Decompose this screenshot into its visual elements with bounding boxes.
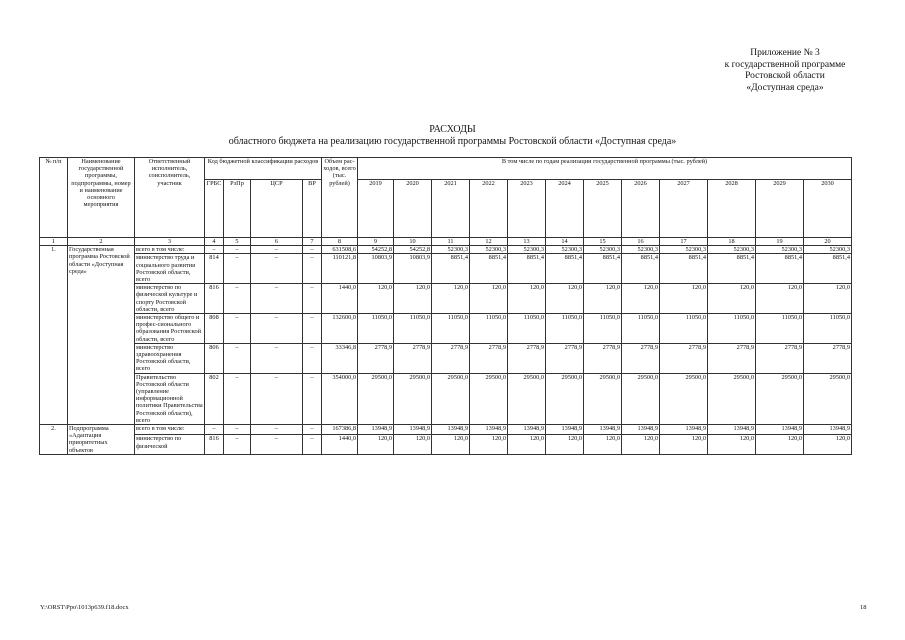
column-number: 1 xyxy=(40,238,68,246)
year-amount: 120,0 xyxy=(584,284,622,314)
year-amount: 13948,9 xyxy=(660,425,708,435)
column-number: 11 xyxy=(432,238,470,246)
year-amount: 52300,3 xyxy=(660,246,708,254)
executor: министерство по физической культуре и спорту Ростовской области, всего xyxy=(135,284,205,314)
year-amount: 13948,9 xyxy=(584,425,622,435)
header-year: 2020 xyxy=(394,180,432,238)
header-year: 2024 xyxy=(546,180,584,238)
table-row xyxy=(40,425,852,435)
column-number: 4 xyxy=(205,238,224,246)
year-amount: 11050,0 xyxy=(358,314,394,344)
year-amount: 2778,9 xyxy=(708,343,756,373)
column-number: 15 xyxy=(584,238,622,246)
year-amount: 29500,0 xyxy=(622,373,660,424)
year-amount: 120,0 xyxy=(546,435,584,454)
year-amount: 8851,4 xyxy=(432,254,470,284)
year-amount: 2778,9 xyxy=(432,343,470,373)
year-amount: 120,0 xyxy=(708,435,756,454)
total-amount: 132600,0 xyxy=(322,314,358,344)
year-amount: 2778,9 xyxy=(546,343,584,373)
total-amount: 167386,8 xyxy=(322,425,358,435)
year-amount: 120,0 xyxy=(584,435,622,454)
code-grbs: 808 xyxy=(205,314,224,344)
code-vr: – xyxy=(303,254,322,284)
program-name: Подпрограмма «Адаптация приоритетных объектов xyxy=(68,425,135,455)
code-rzpr: – xyxy=(224,343,251,373)
column-number: 10 xyxy=(394,238,432,246)
year-amount: 120,0 xyxy=(394,284,432,314)
header-exec: Ответственный исполнитель, соисполнитель, участник xyxy=(135,158,205,238)
year-amount: 10803,9 xyxy=(394,254,432,284)
year-amount: 8851,4 xyxy=(804,254,852,284)
footer-file-path: Y:\ORST\Ppo\1013p639.f18.docx xyxy=(40,604,129,611)
table-row xyxy=(40,435,852,454)
column-number: 17 xyxy=(660,238,708,246)
year-amount: 11050,0 xyxy=(508,314,546,344)
year-amount: 8851,4 xyxy=(708,254,756,284)
column-number: 13 xyxy=(508,238,546,246)
row-number: 1. xyxy=(40,246,68,425)
year-amount: 29500,0 xyxy=(432,373,470,424)
total-amount: 110121,8 xyxy=(322,254,358,284)
year-amount: 8851,4 xyxy=(584,254,622,284)
appendix-line: Приложение № 3 xyxy=(750,48,820,58)
column-number: 7 xyxy=(303,238,322,246)
year-amount: 120,0 xyxy=(432,284,470,314)
year-amount: 120,0 xyxy=(660,284,708,314)
year-amount: 120,0 xyxy=(660,435,708,454)
column-number: 2 xyxy=(68,238,135,246)
column-number: 5 xyxy=(224,238,251,246)
header-csr: ЦСР xyxy=(251,180,303,238)
year-amount: 13948,9 xyxy=(546,425,584,435)
year-amount: 52300,3 xyxy=(508,246,546,254)
year-amount: 2778,9 xyxy=(584,343,622,373)
year-amount: 52300,3 xyxy=(708,246,756,254)
year-amount: 13948,9 xyxy=(756,425,804,435)
year-amount: 11050,0 xyxy=(804,314,852,344)
header-name: Наименование государственной программы, подпрограммы, номер и наименование основного мероприятия xyxy=(68,158,135,238)
code-rzpr: – xyxy=(224,284,251,314)
year-amount: 120,0 xyxy=(622,284,660,314)
table-row xyxy=(40,373,852,424)
code-rzpr: – xyxy=(224,254,251,284)
code-vr: – xyxy=(303,373,322,424)
code-csr: – xyxy=(251,284,303,314)
header-total: Объем рас-ходов, всего (тыс. рублей) xyxy=(322,158,358,238)
year-amount: 10803,9 xyxy=(358,254,394,284)
year-amount: 11050,0 xyxy=(546,314,584,344)
executor: министерство труда и социального развития Ростовской области, всего xyxy=(135,254,205,284)
document-title xyxy=(0,124,905,148)
column-number: 16 xyxy=(622,238,660,246)
code-csr: – xyxy=(251,314,303,344)
code-rzpr: – xyxy=(224,246,251,254)
year-amount: 2778,9 xyxy=(394,343,432,373)
year-amount: 8851,4 xyxy=(660,254,708,284)
total-amount: 1440,0 xyxy=(322,435,358,454)
year-amount: 120,0 xyxy=(470,435,508,454)
year-amount: 2778,9 xyxy=(804,343,852,373)
table-row xyxy=(40,343,852,373)
header-year: 2026 xyxy=(622,180,660,238)
table-row xyxy=(40,246,852,254)
year-amount: 29500,0 xyxy=(358,373,394,424)
executor: Правительство Ростовской области (управление информационной политики Правительства Ростовской области), всего xyxy=(136,373,203,424)
total-amount: 1440,0 xyxy=(322,284,358,314)
code-rzpr: – xyxy=(224,373,251,424)
appendix-line: Ростовской области xyxy=(745,71,825,81)
code-csr: – xyxy=(251,373,303,424)
year-amount: 120,0 xyxy=(358,284,394,314)
executor: министерство по физической xyxy=(135,435,205,454)
year-amount: 11050,0 xyxy=(470,314,508,344)
column-numbers-row xyxy=(40,238,852,246)
year-amount: 52300,3 xyxy=(804,246,852,254)
year-amount: 29500,0 xyxy=(546,373,584,424)
year-amount: 11050,0 xyxy=(708,314,756,344)
header-rzpr: РзПр xyxy=(224,180,251,238)
year-amount: 8851,4 xyxy=(470,254,508,284)
appendix-line: к государственной программе xyxy=(724,59,846,70)
code-grbs: 814 xyxy=(205,254,224,284)
year-amount: 2778,9 xyxy=(358,343,394,373)
year-amount: 120,0 xyxy=(470,284,508,314)
year-amount: 52300,3 xyxy=(432,246,470,254)
code-grbs: 816 xyxy=(205,435,224,454)
year-amount: 120,0 xyxy=(394,435,432,454)
year-amount: 52300,3 xyxy=(470,246,508,254)
total-amount: 33346,8 xyxy=(322,343,358,373)
column-number: 9 xyxy=(358,238,394,246)
year-amount: 120,0 xyxy=(804,284,852,314)
code-csr: – xyxy=(251,425,303,435)
header-year: 2023 xyxy=(508,180,546,238)
year-amount: 52300,3 xyxy=(622,246,660,254)
code-grbs: – xyxy=(205,246,224,254)
code-grbs: 816 xyxy=(205,284,224,314)
header-year: 2027 xyxy=(660,180,708,238)
year-amount: 13948,9 xyxy=(804,425,852,435)
year-amount: 2778,9 xyxy=(756,343,804,373)
year-amount: 29500,0 xyxy=(508,373,546,424)
code-csr: – xyxy=(251,435,303,454)
year-amount: 13948,9 xyxy=(394,425,432,435)
year-amount: 13948,9 xyxy=(432,425,470,435)
year-amount: 29500,0 xyxy=(660,373,708,424)
executor: министерство общего и профес-сионального образования Ростовской области, всего xyxy=(135,314,205,344)
column-number: 8 xyxy=(322,238,358,246)
column-number: 14 xyxy=(546,238,584,246)
header-year: 2028 xyxy=(708,180,756,238)
year-amount: 11050,0 xyxy=(432,314,470,344)
year-amount: 11050,0 xyxy=(660,314,708,344)
year-amount: 2778,9 xyxy=(622,343,660,373)
year-amount: 52300,3 xyxy=(546,246,584,254)
header-grbs: ГРБС xyxy=(205,180,224,238)
row-number: 2. xyxy=(40,425,68,455)
total-amount: 354000,0 xyxy=(322,373,358,424)
year-amount: 120,0 xyxy=(756,435,804,454)
code-vr: – xyxy=(303,343,322,373)
year-amount: 120,0 xyxy=(622,435,660,454)
year-amount: 120,0 xyxy=(432,435,470,454)
code-rzpr: – xyxy=(224,314,251,344)
year-amount: 13948,9 xyxy=(622,425,660,435)
code-rzpr: – xyxy=(224,435,251,454)
title-subline: областного бюджета на реализацию государственной программы Ростовской области «Доступная среда» xyxy=(228,136,677,147)
year-amount: 2778,9 xyxy=(508,343,546,373)
code-rzpr: – xyxy=(224,425,251,435)
column-number: 18 xyxy=(708,238,756,246)
executor: всего в том числе: xyxy=(135,425,205,435)
table-row xyxy=(40,284,852,314)
table-row xyxy=(40,314,852,344)
header-code: Код бюджетной классификации расходов xyxy=(205,158,322,180)
year-amount: 52300,3 xyxy=(756,246,804,254)
code-csr: – xyxy=(251,246,303,254)
code-vr: – xyxy=(303,435,322,454)
year-amount: 54252,8 xyxy=(358,246,394,254)
year-amount: 120,0 xyxy=(508,284,546,314)
appendix-line: «Доступная среда» xyxy=(746,82,824,93)
code-vr: – xyxy=(303,284,322,314)
code-vr: – xyxy=(303,425,322,435)
column-number: 6 xyxy=(251,238,303,246)
year-amount: 54252,8 xyxy=(394,246,432,254)
year-amount: 8851,4 xyxy=(756,254,804,284)
year-amount: 29500,0 xyxy=(708,373,756,424)
appendix-block xyxy=(690,48,880,94)
year-amount: 11050,0 xyxy=(394,314,432,344)
year-amount: 29500,0 xyxy=(584,373,622,424)
year-amount: 120,0 xyxy=(508,435,546,454)
table-row xyxy=(40,254,852,284)
year-amount: 2778,9 xyxy=(470,343,508,373)
header-year: 2029 xyxy=(756,180,804,238)
column-number: 12 xyxy=(470,238,508,246)
code-grbs: 806 xyxy=(205,343,224,373)
year-amount: 120,0 xyxy=(756,284,804,314)
column-number: 20 xyxy=(804,238,852,246)
year-amount: 120,0 xyxy=(804,435,852,454)
header-year: 2021 xyxy=(432,180,470,238)
code-vr: – xyxy=(303,314,322,344)
year-amount: 13948,9 xyxy=(358,425,394,435)
year-amount: 2778,9 xyxy=(660,343,708,373)
year-amount: 29500,0 xyxy=(804,373,852,424)
program-name: Государственная программа Ростовской области «Доступная среда» xyxy=(68,246,135,425)
column-number: 3 xyxy=(135,238,205,246)
total-amount: 631508,6 xyxy=(322,246,358,254)
year-amount: 120,0 xyxy=(708,284,756,314)
header-year: 2022 xyxy=(470,180,508,238)
year-amount: 29500,0 xyxy=(394,373,432,424)
column-number: 19 xyxy=(756,238,804,246)
header-year: 2030 xyxy=(804,180,852,238)
year-amount: 52300,3 xyxy=(584,246,622,254)
code-csr: – xyxy=(251,254,303,284)
code-grbs: – xyxy=(205,425,224,435)
year-amount: 8851,4 xyxy=(546,254,584,284)
year-amount: 11050,0 xyxy=(756,314,804,344)
executor: всего в том числе: xyxy=(135,246,205,254)
header-years-title: В том числе по годам реализации государственной программы (тыс. рублей) xyxy=(358,158,852,180)
year-amount: 29500,0 xyxy=(756,373,804,424)
header-year: 2019 xyxy=(358,180,394,238)
executor: министерство здравоохранения Ростовской области, всего xyxy=(135,343,205,373)
header-vr: ВР xyxy=(303,180,322,238)
header-num: № п/п xyxy=(40,158,68,238)
year-amount: 29500,0 xyxy=(470,373,508,424)
year-amount: 120,0 xyxy=(546,284,584,314)
header-year: 2025 xyxy=(584,180,622,238)
code-csr: – xyxy=(251,343,303,373)
budget-table xyxy=(39,157,852,455)
year-amount: 13948,9 xyxy=(708,425,756,435)
year-amount: 8851,4 xyxy=(622,254,660,284)
year-amount: 11050,0 xyxy=(622,314,660,344)
year-amount: 120,0 xyxy=(358,435,394,454)
year-amount: 8851,4 xyxy=(508,254,546,284)
code-grbs: 802 xyxy=(205,373,224,424)
footer-page-number: 18 xyxy=(860,604,867,611)
code-vr: – xyxy=(303,246,322,254)
year-amount: 13948,9 xyxy=(470,425,508,435)
year-amount: 13948,9 xyxy=(508,425,546,435)
title-line: РАСХОДЫ xyxy=(429,124,476,135)
year-amount: 11050,0 xyxy=(584,314,622,344)
